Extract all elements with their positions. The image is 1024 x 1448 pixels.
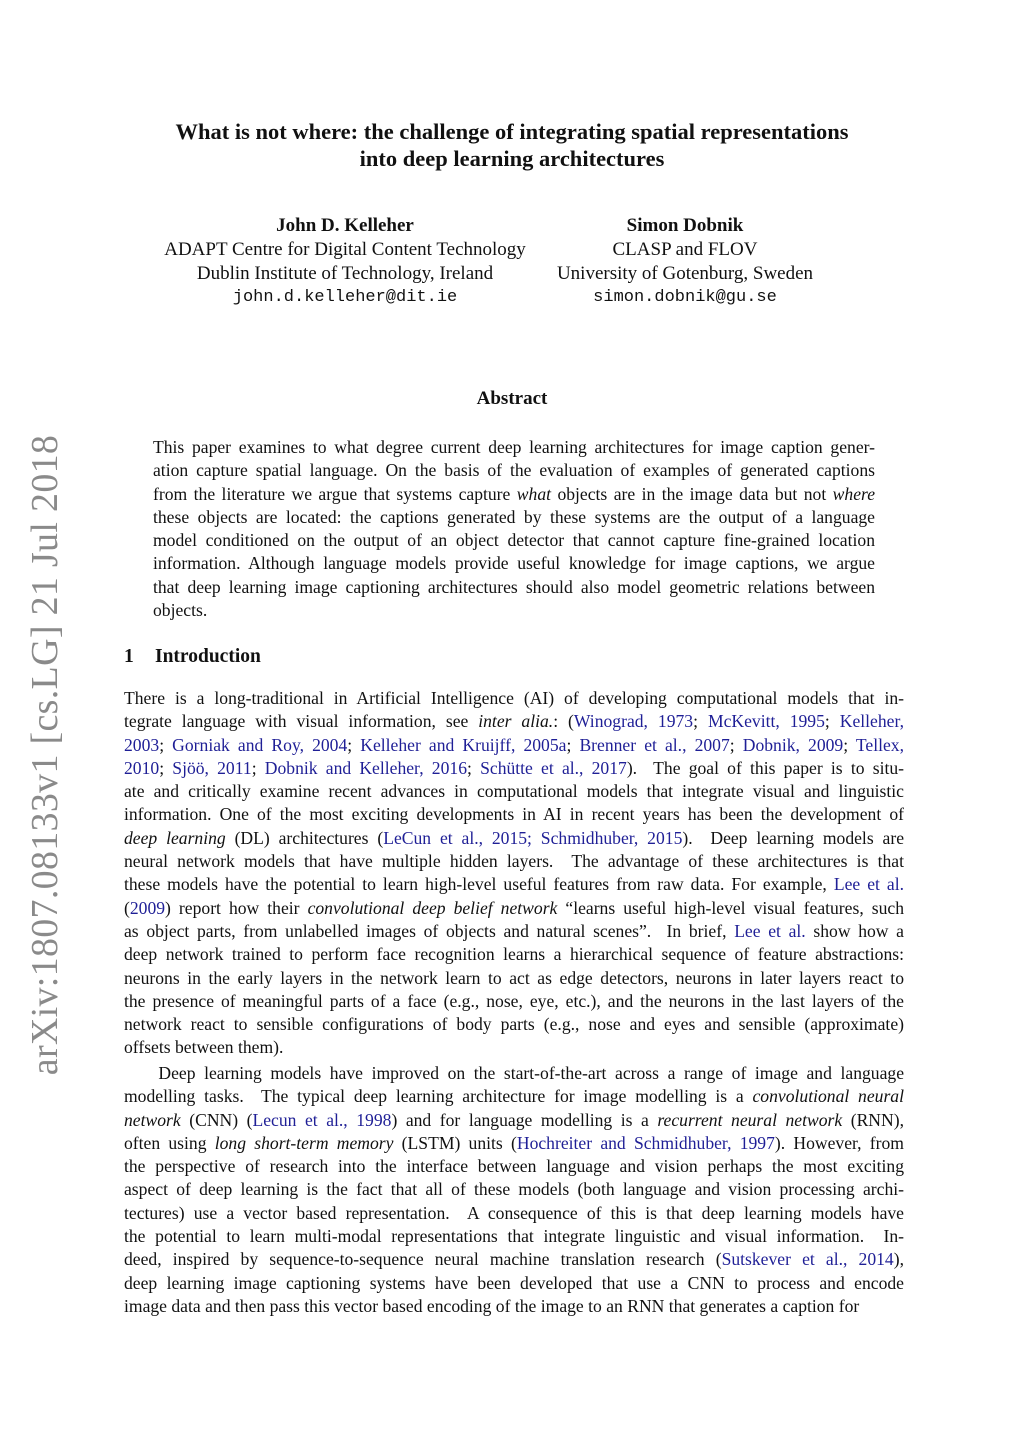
text-line [124, 687, 904, 710]
text-line [153, 436, 875, 459]
text-line [153, 459, 875, 482]
text-run: offsets between them). [124, 1037, 284, 1058]
text-run: that deep learning image captioning architectures should also model geometric relations between [153, 576, 875, 597]
emphasized-text: network [124, 1109, 181, 1130]
emphasized-text: convolutional neural [752, 1086, 904, 1107]
emphasized-text: deep learning [124, 827, 226, 848]
citation-link[interactable]: Kelleher and Kruijff, 2005a [360, 734, 567, 755]
citation-link[interactable]: Dobnik and Kelleher, 2016 [264, 757, 467, 778]
text-line [124, 780, 904, 803]
text-run: objects are in the image data but not [551, 483, 833, 504]
emphasized-text: inter alia. [478, 711, 554, 732]
text-line [153, 483, 875, 506]
text-run: ; [251, 757, 265, 778]
text-run: ; [566, 734, 580, 755]
citation-link[interactable]: Lee et al. [833, 874, 904, 895]
intro-paragraph-1 [124, 687, 904, 1060]
title-line-1: What is not where: the challenge of integrating spatial representations [175, 119, 849, 144]
text-line [124, 897, 904, 920]
text-line [124, 1248, 904, 1271]
text-run: This paper examines to what degree current deep learning architectures for image caption gener- [153, 437, 875, 457]
text-run: ). The goal of this paper is to situ- [626, 757, 904, 778]
text-run: ; [824, 711, 840, 732]
text-line [124, 850, 904, 873]
text-line [124, 990, 904, 1013]
text-run: the potential to learn multi-modal representations that integrate linguistic and visual information. In- [124, 1226, 904, 1247]
title-line-2: into deep learning architectures [359, 146, 665, 171]
citation-link[interactable]: Sjöö, 2011 [172, 757, 252, 778]
intro-paragraph-2 [124, 1062, 904, 1318]
citation-link[interactable]: Winograd, 1973 [573, 711, 694, 732]
text-line [124, 967, 904, 990]
text-run: modelling tasks. The typical deep learning architecture for image modelling is a [124, 1086, 753, 1107]
text-run: tectures) use a vector based representation. A consequence of this is that deep learning models have [124, 1202, 904, 1223]
section-title: Introduction [155, 646, 261, 667]
text-run: often using [124, 1132, 215, 1153]
text-line [124, 920, 904, 943]
paper-title [0, 118, 1024, 172]
citation-link[interactable]: 2010 [124, 757, 160, 778]
text-line [124, 1272, 904, 1295]
text-run: show how a [805, 920, 904, 941]
text-run: ; [843, 734, 856, 755]
text-run: ) report how their [165, 897, 308, 918]
text-run: image data and then pass this vector based encoding of the image to an RNN that generates a caption for [124, 1295, 860, 1316]
citation-link[interactable]: Lee et al. [734, 920, 806, 941]
emphasized-text: long short-term memory [214, 1132, 394, 1153]
text-run: Deep learning models have improved on the start-of-the-art across a range of image and language [124, 1063, 904, 1083]
text-run: ( [124, 897, 130, 918]
text-run: information. One of the most exciting developments in AI in recent years has been the development of [124, 804, 904, 825]
text-line [124, 873, 904, 896]
text-run: from the literature we argue that systems capture [153, 483, 517, 504]
text-run: deep network trained to perform face recognition learns a hierarchical sequence of feature abstractions: [124, 944, 904, 965]
text-line [124, 1202, 904, 1225]
citation-link[interactable]: LeCun et al., 2015; Schmidhuber, 2015 [383, 827, 683, 848]
text-run: deed, inspired by sequence-to-sequence neural machine translation research ( [124, 1249, 722, 1270]
text-line [124, 710, 904, 733]
text-run: ). However, from [774, 1132, 904, 1153]
text-line [124, 827, 904, 850]
abstract-paragraph [153, 436, 875, 622]
abstract-heading: Abstract [476, 388, 548, 409]
citation-link[interactable]: 2003 [124, 734, 160, 755]
text-line [124, 1178, 904, 1201]
text-line [124, 1132, 904, 1155]
text-run: ation capture spatial language. On the basis of the evaluation of examples of generated captions [153, 460, 875, 481]
text-run: ate and critically examine recent advances in computational models that integrate visual and linguistic [124, 781, 904, 802]
text-run: network react to sensible configurations of body parts (e.g., nose and eyes and sensible (approximate) [124, 1014, 904, 1035]
text-run: aspect of deep learning is the fact that all of these models (both language and vision processing archi- [124, 1179, 904, 1200]
text-run: these models have the potential to learn high-level useful features from raw data. For example, [124, 874, 834, 895]
citation-link[interactable]: Kelleher, [839, 711, 905, 732]
text-line [153, 529, 875, 552]
text-run: “learns useful high-level visual features, such [557, 897, 904, 918]
author-name: Simon Dobnik [626, 215, 744, 236]
text-line [124, 943, 904, 966]
text-line [124, 1013, 904, 1036]
text-line [124, 757, 904, 780]
citation-link[interactable]: Gorniak and Roy, 2004 [172, 734, 348, 755]
author-block-2 [535, 214, 835, 310]
author-affiliation: ADAPT Centre for Digital Content Technology [164, 239, 526, 260]
text-line [153, 599, 875, 622]
section-heading [124, 646, 261, 668]
text-line [124, 1155, 904, 1178]
text-run: (CNN) ( [180, 1109, 253, 1130]
emphasized-text: what [516, 483, 552, 504]
citation-link[interactable]: 2009 [129, 897, 166, 918]
author-email[interactable]: simon.dobnik@gu.se [593, 288, 777, 307]
text-run: these objects are located: the captions generated by these systems are the output of a language [153, 506, 875, 527]
text-run: information. Although language models provide useful knowledge for image captions, we argue [153, 553, 875, 574]
arxiv-identifier-stamp: arXiv:1807.08133v1 [cs.LG] 21 Jul 2018 [24, 434, 66, 1076]
text-run: ; [693, 711, 708, 732]
emphasized-text: where [832, 483, 875, 504]
text-run: (RNN), [842, 1109, 904, 1130]
text-line [124, 803, 904, 826]
text-run: ), [893, 1249, 904, 1270]
citation-link[interactable]: McKevitt, 1995 [707, 711, 825, 732]
text-run: model conditioned on the output of an object detector that cannot capture fine-grained location [153, 530, 875, 551]
citation-link[interactable]: Sutskever et al., 2014 [721, 1249, 894, 1270]
citation-link[interactable]: Hochreiter and Schmidhuber, 1997 [516, 1132, 775, 1153]
author-name: John D. Kelleher [276, 215, 414, 236]
text-run: tegrate language with visual information, see [124, 711, 479, 732]
citation-link[interactable]: Brenner et al., 2007 [579, 734, 730, 755]
emphasized-text: convolutional deep belief network [307, 897, 558, 918]
emphasized-text: recurrent neural network [657, 1109, 843, 1130]
section-number: 1 [124, 646, 134, 667]
text-run: ; [159, 757, 173, 778]
text-run: ; [467, 757, 481, 778]
author-block-1 [145, 214, 545, 310]
text-run: ; [159, 734, 173, 755]
text-run: neurons in the early layers in the network learn to act as edge detectors, neurons in later layers react to [124, 967, 904, 988]
text-run: (DL) architectures ( [225, 827, 384, 848]
text-line [153, 506, 875, 529]
text-run: : ( [553, 711, 574, 732]
text-line [124, 1085, 904, 1108]
text-line [124, 1036, 904, 1059]
text-run: as object parts, from unlabelled images of objects and natural scenes”. In brief, [124, 920, 735, 941]
citation-link[interactable]: Tellex, [855, 734, 904, 755]
author-email[interactable]: john.d.kelleher@dit.ie [232, 288, 458, 307]
citation-link[interactable]: Schütte et al., 2017 [480, 757, 627, 778]
text-line [153, 576, 875, 599]
text-line [124, 1109, 904, 1132]
author-affiliation: CLASP and FLOV [612, 239, 758, 260]
citation-link[interactable]: Dobnik, 2009 [742, 734, 844, 755]
text-run: There is a long-traditional in Artificial Intelligence (AI) of developing computational models that in- [124, 688, 904, 708]
text-line [124, 1295, 904, 1318]
text-line [124, 734, 904, 757]
author-affiliation: Dublin Institute of Technology, Ireland [196, 263, 494, 284]
text-run: the perspective of research into the interface between language and vision perhaps the most exciting [124, 1156, 904, 1177]
text-line [124, 1225, 904, 1248]
text-line [124, 1062, 904, 1085]
text-run: (LSTM) units ( [393, 1132, 517, 1153]
text-run: neural network models that have multiple hidden layers. The advantage of these architectures is that [124, 851, 904, 872]
text-run: ; [347, 734, 361, 755]
text-run: ; [729, 734, 743, 755]
text-run: deep learning image captioning systems have been developed that use a CNN to process and encode [124, 1272, 904, 1293]
text-run: objects. [153, 600, 208, 621]
text-run: ) and for language modelling is a [391, 1109, 658, 1130]
citation-link[interactable]: Lecun et al., 1998 [252, 1109, 392, 1130]
author-affiliation: University of Gotenburg, Sweden [556, 263, 814, 284]
text-run: ). Deep learning models are [682, 827, 905, 848]
text-run: the presence of meaningful parts of a face (e.g., nose, eye, etc.), and the neurons in the last layers of the [124, 990, 904, 1011]
text-line [153, 552, 875, 575]
